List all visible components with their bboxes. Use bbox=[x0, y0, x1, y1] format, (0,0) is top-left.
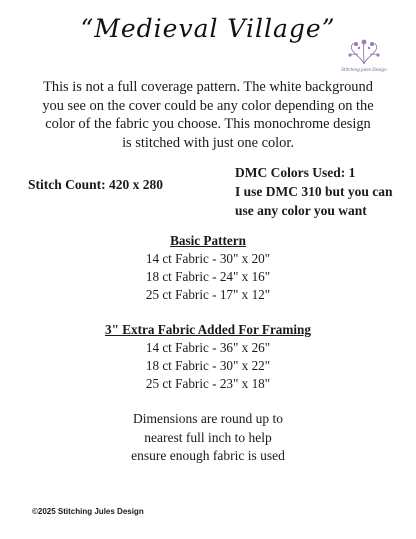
fabric-size-row: 18 ct Fabric - 30" x 22" bbox=[145, 358, 271, 373]
fabric-size-row: 25 ct Fabric - 17" x 12" bbox=[145, 287, 271, 302]
basic-pattern-heading: Basic Pattern bbox=[170, 233, 246, 248]
fabric-size-row: 14 ct Fabric - 30" x 20" bbox=[145, 251, 271, 266]
brand-logo bbox=[336, 38, 392, 78]
dmc-line: I use DMC 310 but you can bbox=[235, 184, 393, 199]
note-line: ensure enough fabric is used bbox=[131, 448, 285, 463]
intro-line: color of the fabric you choose. This monochrome design bbox=[45, 116, 371, 132]
fabric-size-row: 14 ct Fabric - 36" x 26" bbox=[145, 340, 271, 355]
logo-text: Stitching Jules Design bbox=[341, 67, 387, 72]
intro-paragraph bbox=[20, 78, 396, 152]
basic-pattern-section bbox=[0, 232, 416, 304]
floral-flourish-logo-icon bbox=[344, 38, 384, 66]
intro-line: is stitched with just one color. bbox=[122, 134, 294, 151]
fabric-size-row: 18 ct Fabric - 24" x 16" bbox=[145, 269, 271, 284]
dmc-colors-block bbox=[235, 163, 415, 220]
extra-fabric-heading: 3" Extra Fabric Added For Framing bbox=[105, 322, 311, 337]
dmc-line: use any color you want bbox=[235, 203, 367, 218]
intro-line: you see on the cover could be any color depending on the bbox=[42, 97, 374, 114]
extra-fabric-section bbox=[0, 321, 416, 393]
intro-line: This is not a full coverage pattern. The white background bbox=[43, 79, 373, 95]
dimensions-note bbox=[0, 410, 416, 466]
page-title: “Medieval Village” bbox=[80, 14, 336, 43]
dmc-line: DMC Colors Used: 1 bbox=[235, 165, 356, 180]
note-line: nearest full inch to help bbox=[144, 429, 272, 445]
fabric-size-row: 25 ct Fabric - 23" x 18" bbox=[145, 376, 271, 391]
copyright-notice: ©2025 Stitching Jules Design bbox=[32, 507, 144, 516]
stitch-count: Stitch Count: 420 x 280 bbox=[28, 177, 164, 192]
note-line: Dimensions are round up to bbox=[133, 411, 283, 426]
